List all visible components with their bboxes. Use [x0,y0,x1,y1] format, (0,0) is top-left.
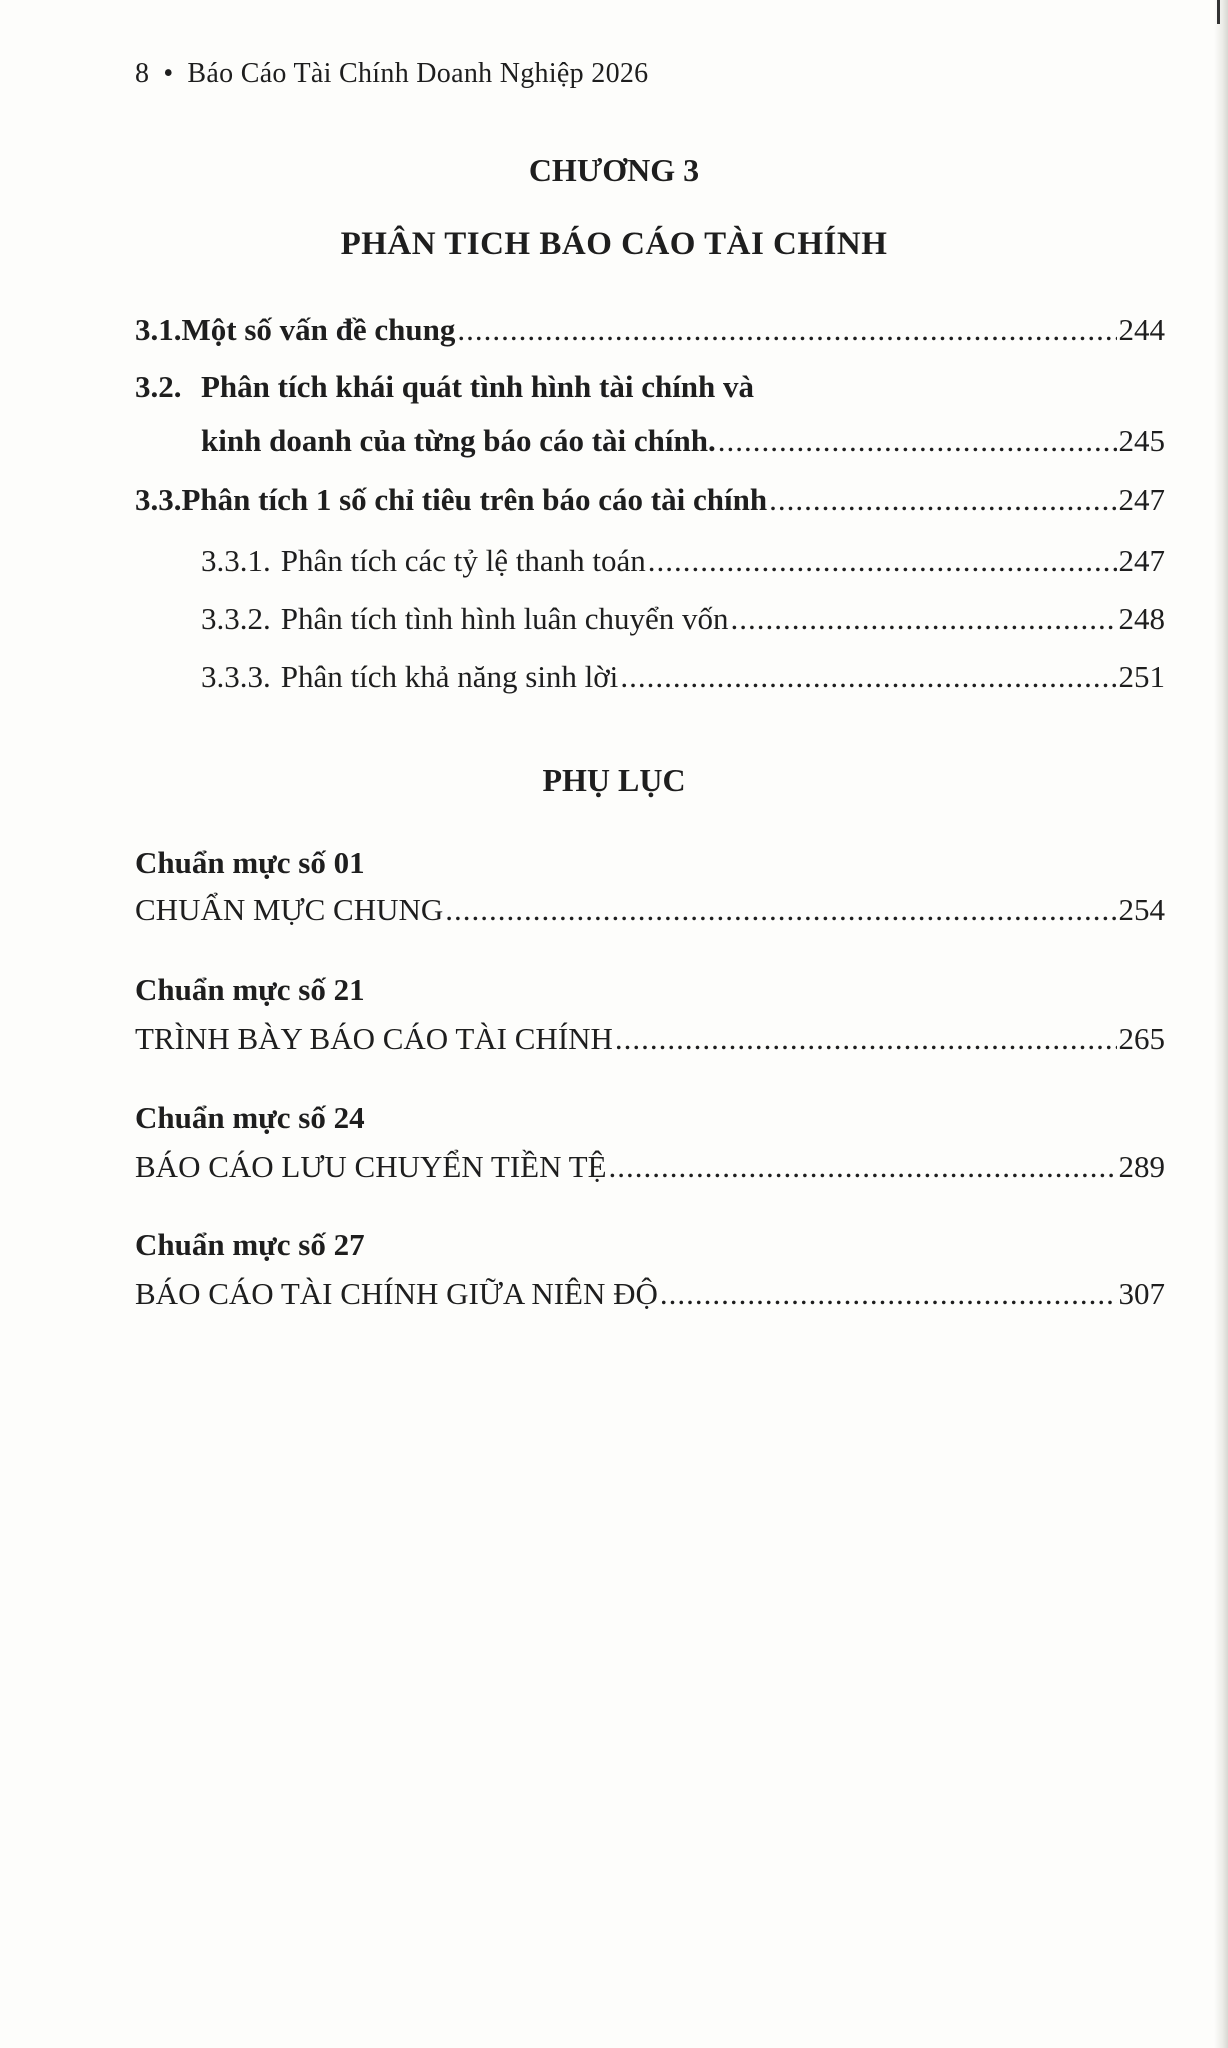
toc-entry-3-2-first-line[interactable] [135,369,754,405]
toc-title: BÁO CÁO LƯU CHUYỂN TIỀN TỆ [135,1149,607,1184]
toc-leader [769,482,1116,518]
toc-entry-standard-21[interactable] [135,1021,1165,1057]
toc-page: 247 [1118,543,1165,578]
toc-entry-3-3-1[interactable] [201,543,1165,579]
toc-leader [609,1149,1117,1185]
toc-entry-standard-01[interactable] [135,892,1165,928]
chapter-label: CHƯƠNG 3 [528,152,700,188]
toc-page: 265 [1118,1021,1165,1056]
book-title: Báo Cáo Tài Chính Doanh Nghiệp 2026 [187,58,649,89]
standard-label-21: Chuẩn mực số 21 [135,972,365,1007]
toc-page: 245 [1118,423,1165,458]
toc-page: 247 [1118,482,1165,517]
toc-title: BÁO CÁO TÀI CHÍNH GIỮA NIÊN ĐỘ [135,1276,658,1311]
toc-number: 3.1. [135,312,182,347]
toc-entry-standard-27[interactable] [135,1276,1165,1312]
toc-number: 3.3.1. [201,543,271,578]
page-edge [1214,0,1228,2048]
toc-number: 3.3.2. [201,601,271,636]
toc-entry-3-3-3[interactable] [201,659,1165,695]
toc-leader [660,1276,1117,1312]
running-header [135,58,648,90]
standard-label-01: Chuẩn mực số 01 [135,845,365,880]
toc-leader [620,659,1116,695]
toc-leader [445,892,1116,928]
toc-leader [457,312,1116,348]
toc-title: Phân tích khái quát tình hình tài chính và [201,369,755,404]
toc-page: 251 [1118,659,1165,694]
toc-title: CHUẨN MỰC CHUNG [135,892,444,927]
toc-leader [615,1021,1117,1057]
toc-page: 244 [1118,312,1165,347]
toc-leader [730,601,1116,637]
toc-title: Phân tích tình hình luân chuyển vốn [280,601,729,636]
toc-page: 289 [1118,1149,1165,1184]
appendix-title: PHỤ LỤC [542,762,686,798]
toc-title: Phân tích 1 số chỉ tiêu trên báo cáo tài chính [181,482,768,517]
toc-title: TRÌNH BÀY BÁO CÁO TÀI CHÍNH [135,1021,613,1056]
toc-number: 3.3. [135,482,182,517]
toc-page: 248 [1118,601,1165,636]
header-separator: • [163,58,174,89]
toc-entry-3-3[interactable] [135,482,1165,518]
page-number: 8 [135,58,150,89]
toc-number: 3.2. [135,369,182,404]
standard-label-27: Chuẩn mực số 27 [135,1227,365,1262]
toc-title: Phân tích các tỷ lệ thanh toán [280,543,646,578]
toc-page: 254 [1118,892,1165,927]
toc-entry-3-3-2[interactable] [201,601,1165,637]
toc-page: 307 [1118,1276,1165,1311]
toc-title: Phân tích khả năng sinh lời [280,659,619,694]
toc-entry-3-2[interactable] [201,423,1165,459]
toc-entry-3-1[interactable] [135,312,1165,348]
toc-leader [718,423,1117,459]
toc-title: Một số vấn đề chung [181,312,456,347]
toc-title-continued: kinh doanh của từng báo cáo tài chính. [201,423,716,458]
standard-label-24: Chuẩn mực số 24 [135,1100,365,1135]
chapter-title: PHÂN TICH BÁO CÁO TÀI CHÍNH [340,226,888,262]
toc-number: 3.3.3. [201,659,271,694]
toc-leader [648,543,1117,579]
page-edge-mark [1217,0,1220,24]
toc-entry-standard-24[interactable] [135,1149,1165,1185]
